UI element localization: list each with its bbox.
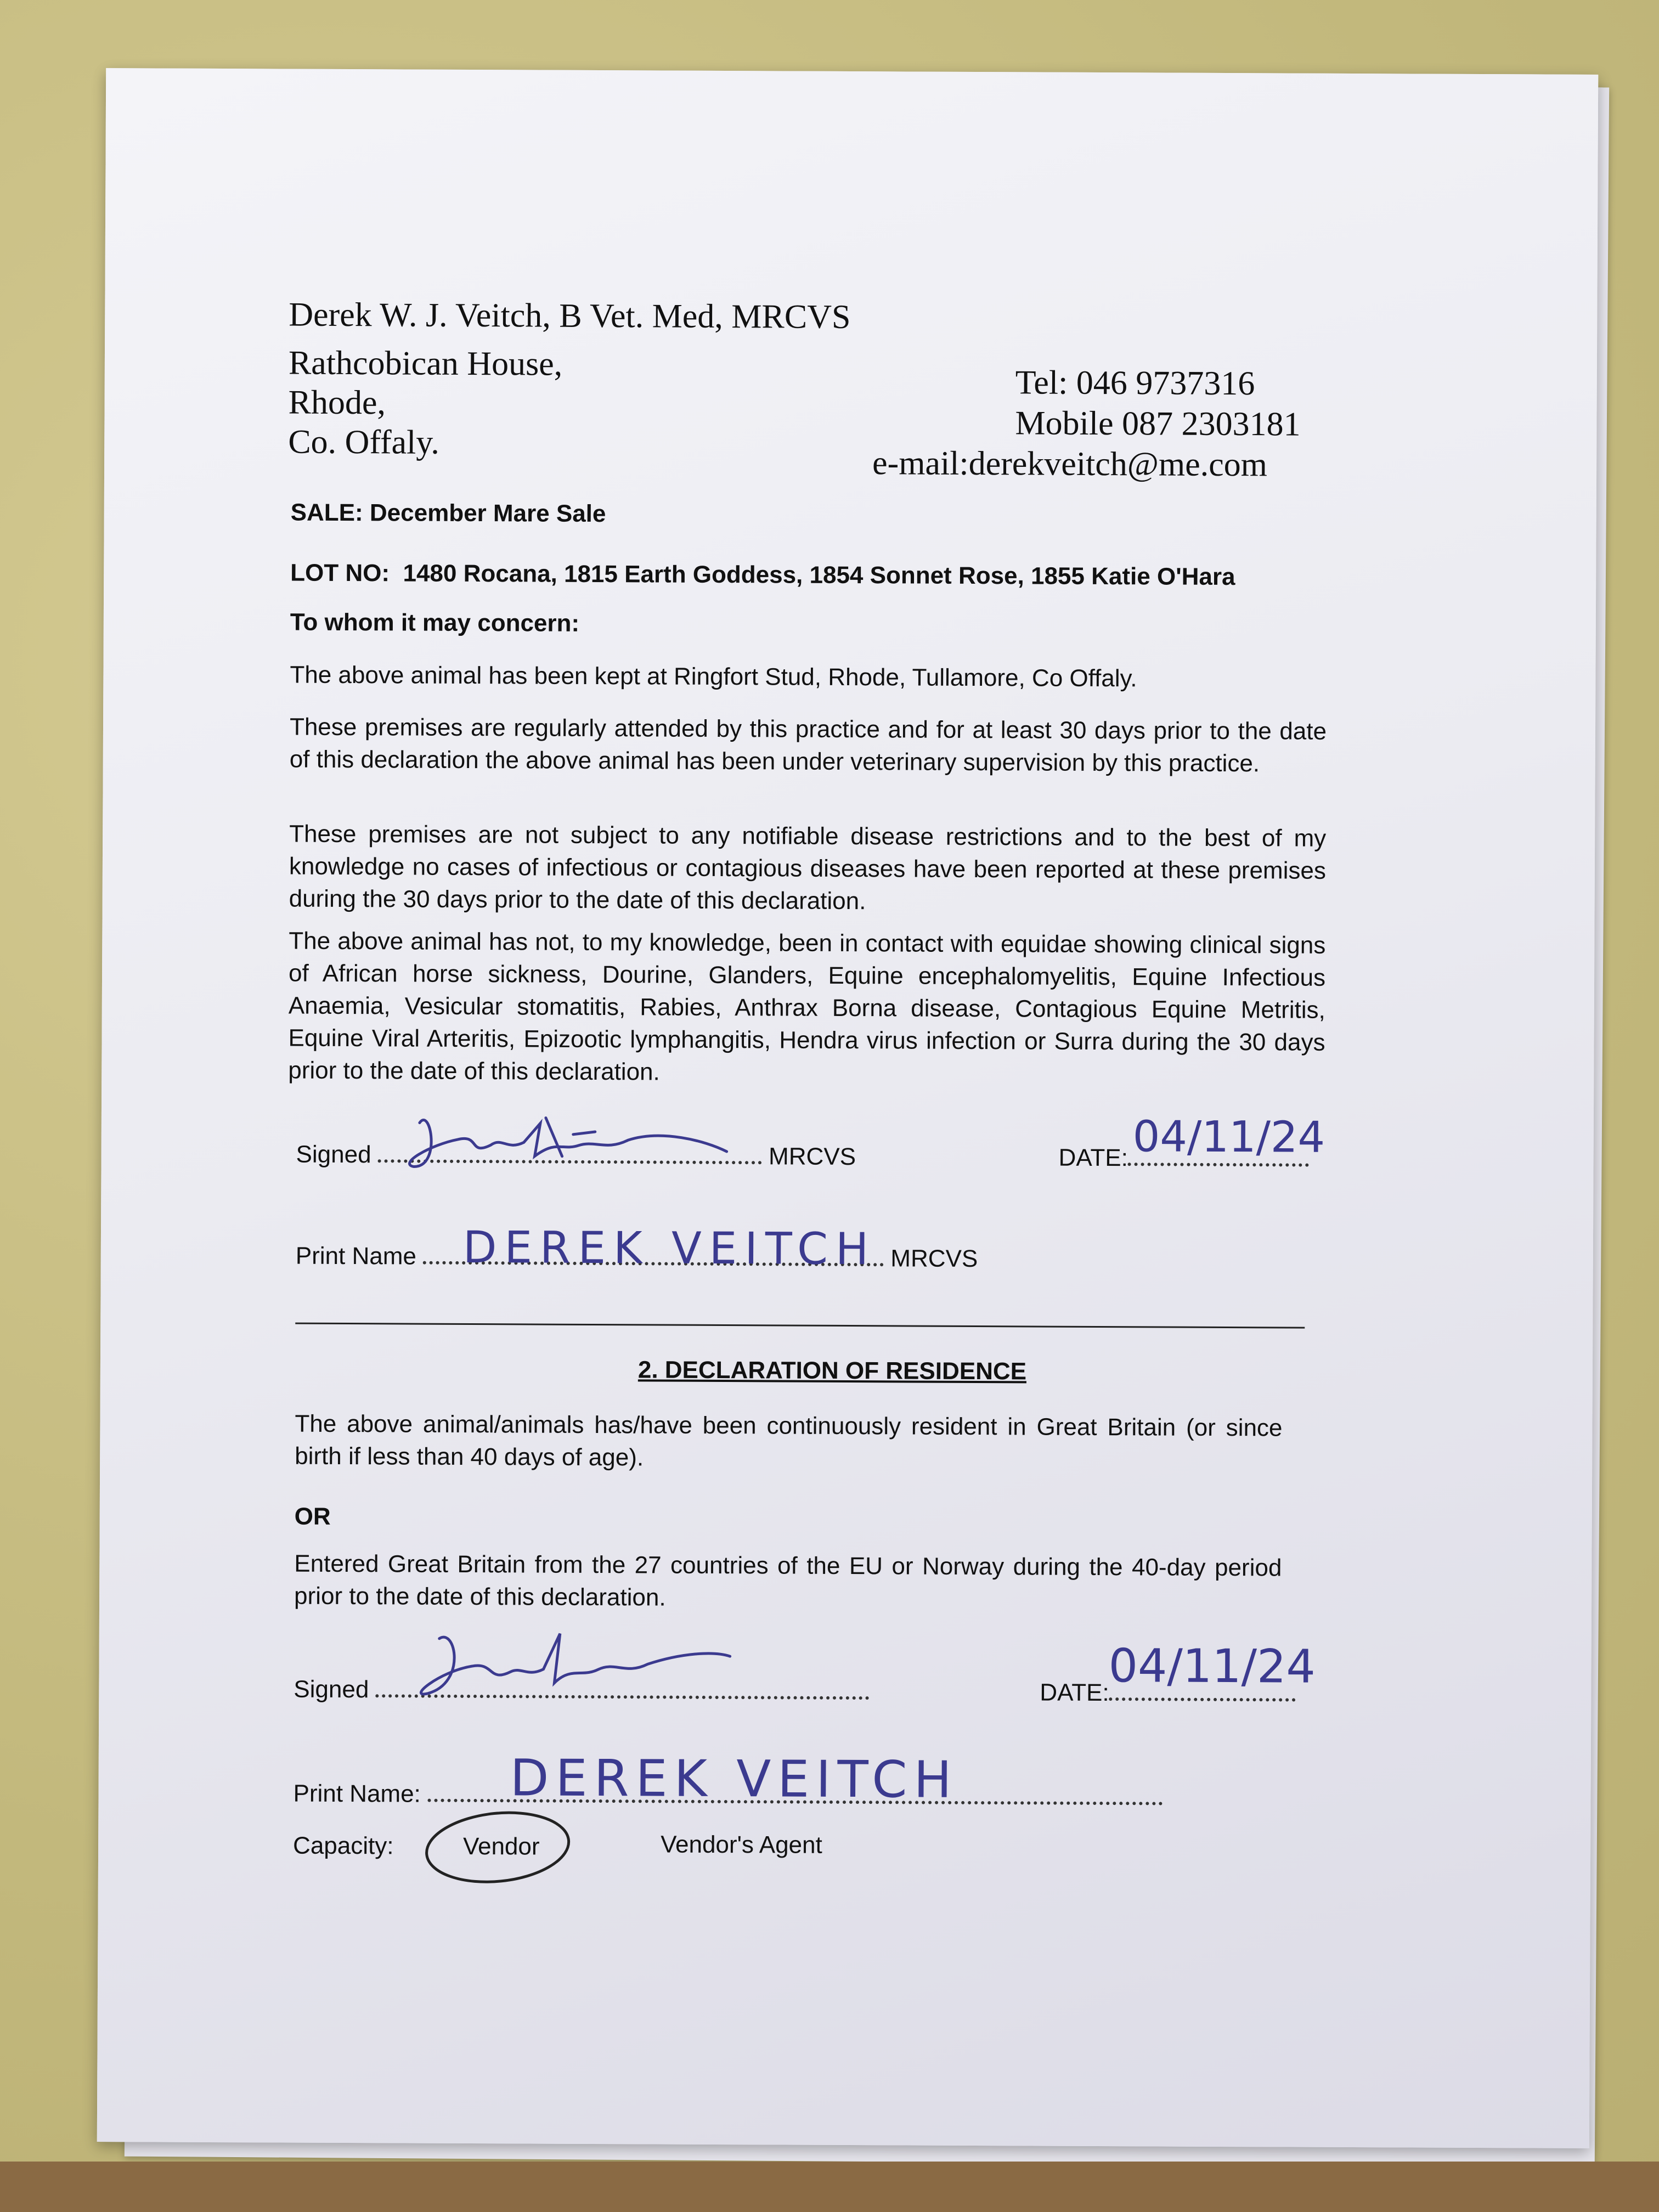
or-label: OR — [294, 1503, 331, 1530]
date-label-2: DATE: — [1040, 1679, 1109, 1707]
section-divider — [295, 1323, 1305, 1329]
lot-line — [290, 557, 1235, 594]
paragraph-supervision: These premises are regularly attended by this practice and for at least 30 days prior to the date of this declaration the above animal has been under veterinary supervision by this practice. — [289, 713, 1327, 777]
residence-paragraph-2: Entered Great Britain from the 27 countries of the EU or Norway during the 40-day period prior to the date of this declaration. — [294, 1550, 1282, 1611]
sale-label: SALE: — [290, 499, 363, 527]
date-value-1: 04/11/24 — [1132, 1112, 1325, 1163]
print-name-value-1: DEREK VEITCH — [462, 1221, 877, 1275]
signature-2 — [406, 1622, 747, 1712]
print-mrcvs-suffix: MRCVS — [890, 1245, 978, 1273]
paragraph-kept-at: The above animal has been kept at Ringfort Stud, Rhode, Tullamore, Co Offaly. — [290, 661, 1137, 692]
print-name-label-2: Print Name: — [293, 1780, 421, 1808]
paragraph-disease-restrictions: These premises are not subject to any notifiable disease restrictions and to the best of my knowledge no cases of infectious or contagious diseases have been reported at these premises during the 30 days prior to the date of this declaration. — [289, 820, 1327, 915]
vendor-circle-mark — [416, 1803, 582, 1892]
address-line-3: Co. Offaly. — [288, 423, 439, 461]
lot-label: LOT NO: — [290, 559, 390, 587]
signed-label-1: Signed — [296, 1141, 371, 1169]
date-field-2[interactable] — [1109, 1697, 1296, 1701]
salutation: To whom it may concern: — [290, 608, 580, 637]
section2-title: 2. DECLARATION OF RESIDENCE — [637, 1356, 1027, 1385]
sale-line — [291, 497, 606, 531]
capacity-option-agent[interactable]: Vendor's Agent — [661, 1831, 822, 1859]
date-value-2: 04/11/24 — [1108, 1639, 1316, 1694]
document-page — [97, 68, 1598, 2148]
print-name-value-2: DEREK VEITCH — [510, 1748, 958, 1809]
signature-1 — [397, 1101, 793, 1179]
sale-value: December Mare Sale — [369, 499, 606, 528]
paragraph-contact-equidae: The above animal has not, to my knowledge, been in contact with equidae showing clinical signs of African horse sickness, Dourine, Glanders, Equine encephalomyelitis, Equine Infectious Anaemia, Vesicular stomatitis, Rabies, Anthrax Borna disease, Contagious Equine Metritis, Equine Viral Arteritis, Epizootic lymphangitis, Hendra virus infection or Surra during the 30 days prior to the date of this declaration. — [288, 927, 1326, 1086]
tel-number: Tel: 046 9737316 — [1015, 364, 1255, 403]
address-line-2: Rhode, — [288, 383, 386, 422]
date-field-1[interactable] — [1128, 1163, 1309, 1166]
letterhead-name: Derek W. J. Veitch, B Vet. Med, MRCVS — [289, 296, 851, 336]
lot-value: 1480 Rocana, 1815 Earth Goddess, 1854 Sonnet Rose, 1855 Katie O'Hara — [403, 560, 1235, 591]
residence-paragraph-1: The above animal/animals has/have been continuously resident in Great Britain (or since birth if less than 40 days of age). — [295, 1410, 1283, 1471]
mobile-number: Mobile 087 2303181 — [1015, 404, 1301, 443]
date-label-1: DATE: — [1058, 1144, 1128, 1172]
address-line-1: Rathcobican House, — [288, 344, 563, 383]
table-edge — [0, 2162, 1659, 2212]
email-address: e-mail:derekveitch@me.com — [872, 444, 1268, 484]
print-name-label-1: Print Name — [295, 1242, 416, 1270]
mrcvs-suffix-1: MRCVS — [768, 1143, 856, 1171]
capacity-label: Capacity: — [293, 1832, 394, 1860]
signed-label-2: Signed — [294, 1675, 369, 1703]
capacity-option-vendor[interactable]: Vendor — [463, 1832, 540, 1860]
